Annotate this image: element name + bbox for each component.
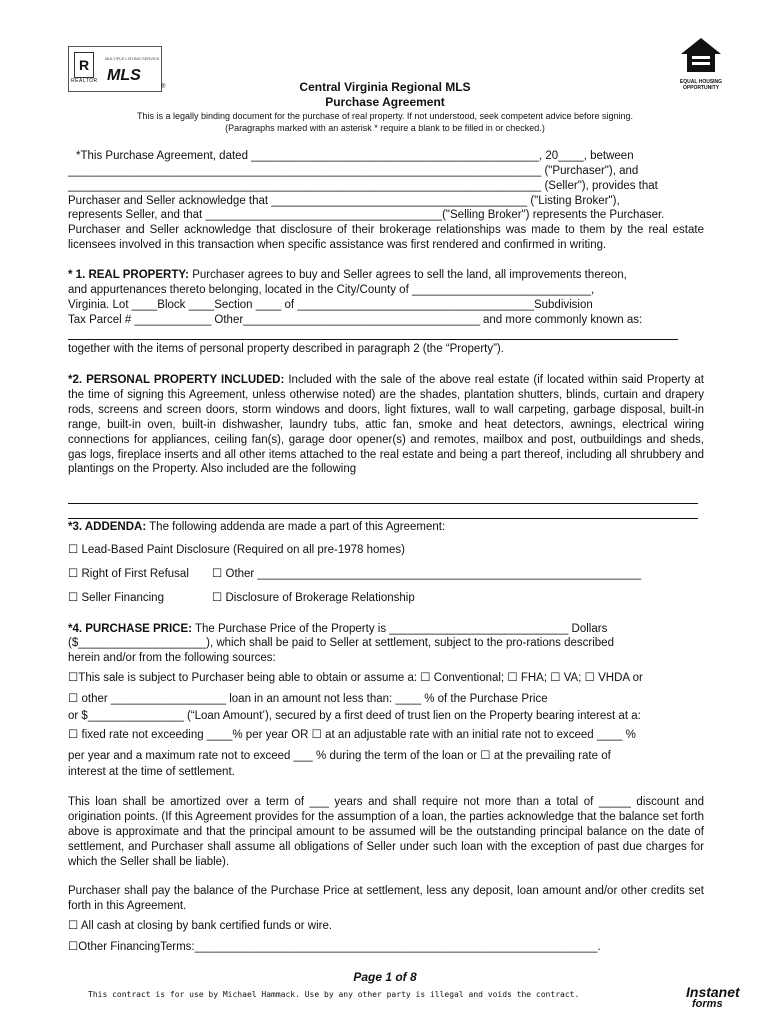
- section-1-line-4: Tax Parcel # ____________ Other_____________________________________ and more commonly known as:: [68, 314, 643, 326]
- section-2-text: Included with the sale of the above real estate (if located within said Property at the time of signing this Agreement, unless otherwise noted) are the shades, plantation shutters, blinds, curtain and drapery rods, screens and screen doors, storm windows and doors, light fixtures, wall to wall carpeting, garbage disposal, built-in range, built-in oven, built-in dishwasher, laundry tubs, attic fan, smoke and heat detectors, awnings, electrical wiring connections for appliances, ceiling fan(s), garage door opener(s) and remotes, mailbox and post, outbuildings and sheds, gas logs, fireplace inserts and all other items attached to the real estate and being a part thereof, including all shrubbery and plantings on the Property. Also included are the following: [68, 374, 704, 476]
- section-4-line-1: [68, 622, 704, 637]
- forms-text: forms: [692, 998, 723, 1010]
- intro-disclosure: Purchaser and Seller acknowledge that disclosure of their brokerage relationships was made to them by the real estate licensees involved in this transaction when specific assistance was first rendered and confirmed in writing.: [68, 224, 704, 251]
- settlement-interest-line: interest at the time of settlement.: [68, 766, 235, 778]
- addendum-other-checkbox[interactable]: ☐ Other ____________________________________________________________: [212, 568, 642, 580]
- section-1-heading: * 1. REAL PROPERTY:: [68, 269, 189, 281]
- addendum-brokerage-disclosure-checkbox[interactable]: ☐ Disclosure of Brokerage Relationship: [212, 592, 415, 604]
- addendum-first-refusal-checkbox[interactable]: ☐ Right of First Refusal: [68, 568, 189, 580]
- intro-line-2: __________________________________________________________________________ ("Purchaser"), and: [68, 165, 639, 177]
- realtor-r-icon: R: [74, 52, 94, 78]
- loan-amount-line[interactable]: ☐ other __________________ loan in an amount not less than: ____ % of the Purchase Price: [68, 693, 548, 705]
- addendum-seller-financing-checkbox[interactable]: ☐ Seller Financing: [68, 592, 164, 604]
- realtor-text: REALTOR: [71, 78, 98, 84]
- page-number: Page 1 of 8: [353, 970, 417, 984]
- balance-paragraph: Purchaser shall pay the balance of the Purchase Price at settlement, less any deposit, loan amount and/or other credits set forth in this Agreement.: [68, 885, 704, 912]
- addendum-lead-paint-checkbox[interactable]: ☐ Lead-Based Paint Disclosure (Required on all pre-1978 homes): [68, 544, 405, 556]
- interest-rate-line[interactable]: ☐ fixed rate not exceeding ____% per year OR ☐ at an adjustable rate with an initial rate not to exceed ____ %: [68, 729, 636, 741]
- form-title: Central Virginia Regional MLS: [299, 80, 471, 94]
- section-2-paragraph: [68, 373, 704, 477]
- instanet-forms-logo: [686, 986, 740, 1010]
- section-1-line-1: [68, 268, 704, 283]
- personal-property-blank-2[interactable]: [68, 518, 698, 519]
- legal-notice: This is a legally binding document for the purchase of real property. If not understood, seek competent advice before signing.: [136, 111, 634, 121]
- max-rate-line[interactable]: per year and a maximum rate not to exceed ___ % during the term of the loan or ☐ at the prevailing rate of: [68, 750, 611, 762]
- loan-amount-dollars-line: or $_______________ (“Loan Amount’), secured by a first deed of trust lien on the Property bearing interest at a:: [68, 710, 641, 722]
- registered-mark: ®: [161, 84, 166, 90]
- section-3-heading: *3. ADDENDA:: [68, 521, 147, 533]
- section-4-line-3: herein and/or from the following sources:: [68, 652, 276, 664]
- section-4-text: The Purchase Price of the Property is ____________________________ Dollars: [191, 623, 608, 635]
- intro-line-1: *This Purchase Agreement, dated _____________________________________________, 20____, between: [76, 150, 634, 162]
- mls-small-text: MULTIPLE LISTING SERVICE: [105, 56, 160, 61]
- mls-text: MLS: [107, 67, 141, 84]
- instanet-text: Instanet: [686, 984, 740, 1000]
- intro-line-3: __________________________________________________________________________ (Seller"), provides that: [68, 180, 658, 192]
- loan-amortization-paragraph: This loan shall be amortized over a term of ___ years and shall require not more than a total of _____ discount and origination points. (If this Agreement provides for the assumption of a loan, the parties acknowledge that the balance set forth above is approximate and that the principal amount to be assumed will be the outstanding principal balance on the date of settlement, and Purchaser shall assume all obligations of Seller under such loan with the exception of past due charges for which the Seller shall be liable).: [68, 796, 704, 868]
- section-3-line: [68, 520, 704, 535]
- section-4-heading: *4. PURCHASE PRICE:: [68, 623, 192, 635]
- usage-notice: This contract is for use by Michael Hammack. Use by any other party is illegal and voids the contract.: [88, 990, 580, 999]
- section-3-text: The following addenda are made a part of this Agreement:: [146, 521, 446, 533]
- section-2-heading: *2. PERSONAL PROPERTY INCLUDED:: [68, 374, 285, 386]
- intro-line-5: represents Seller, and that _____________________________________("Selling Broker") represents the Purchaser.: [68, 209, 665, 221]
- section-1-line-5: together with the items of personal property described in paragraph 2 (the “Property”).: [68, 343, 504, 355]
- asterisk-notice: (Paragraphs marked with an asterisk * require a blank to be filled in or checked.): [225, 123, 545, 133]
- loan-type-line[interactable]: ☐This sale is subject to Purchaser being able to obtain or assume a: ☐ Conventional; ☐ FHA; ☐ VA; ☐ VHDA or: [68, 672, 643, 684]
- section-4-line-2: ($____________________), which shall be paid to Seller at settlement, subject to the pro-rations described: [68, 637, 614, 649]
- equal-housing-text: EQUAL HOUSING: [679, 79, 723, 85]
- other-financing-checkbox[interactable]: ☐Other FinancingTerms:_______________________________________________________________.: [68, 941, 601, 953]
- house-icon: [679, 36, 723, 74]
- section-1-line-2: and appurtenances thereto belonging, located in the City/County of ____________________________,: [68, 284, 595, 296]
- section-1-line-3: Virginia. Lot ____Block ____Section ____ of _____________________________________Subdivision: [68, 299, 593, 311]
- intro-line-4: Purchaser and Seller acknowledge that ________________________________________ ("Listing Broker"),: [68, 195, 620, 207]
- opportunity-text: OPPORTUNITY: [682, 85, 720, 91]
- form-subtitle: Purchase Agreement: [325, 95, 445, 109]
- section-1-text: Purchaser agrees to buy and Seller agrees to sell the land, all improvements thereon,: [189, 269, 627, 281]
- personal-property-blank-1[interactable]: [68, 503, 698, 504]
- property-address-blank[interactable]: [68, 339, 678, 340]
- all-cash-checkbox[interactable]: ☐ All cash at closing by bank certified funds or wire.: [68, 920, 333, 932]
